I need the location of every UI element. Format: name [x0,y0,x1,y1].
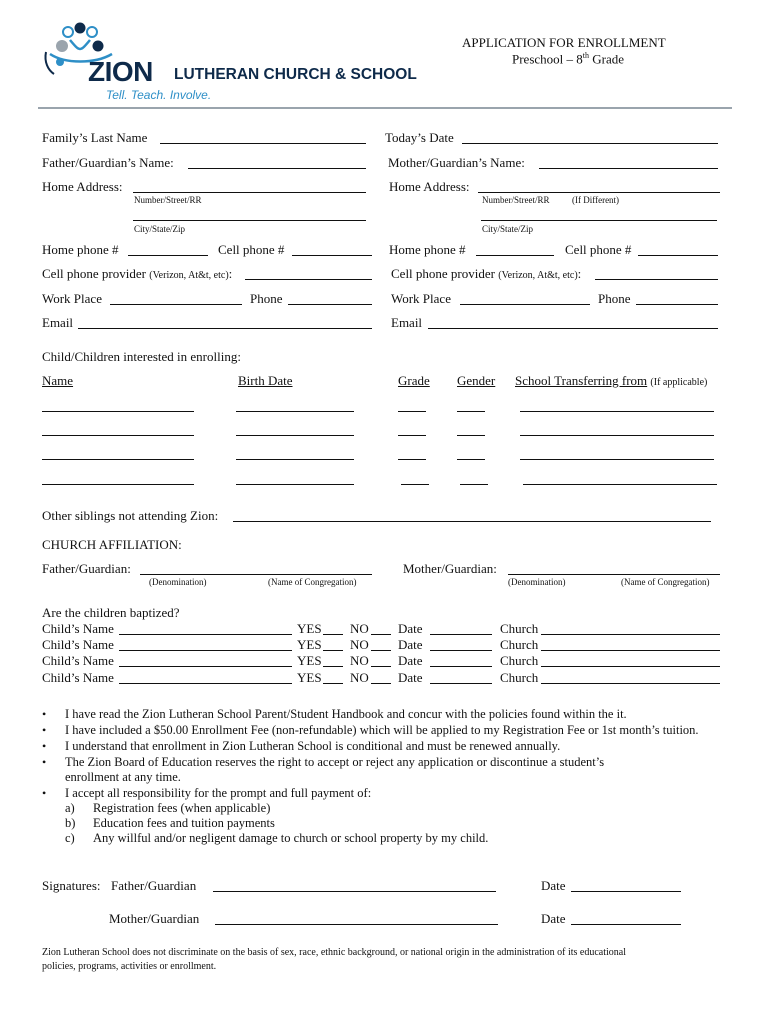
label-work-place-1: Work Place [42,291,102,306]
baptism-church-field[interactable] [541,666,720,667]
baptism-church-label: Church [500,670,539,685]
hint-city-state-zip-1: City/State/Zip [134,224,185,234]
col-school-hint: (If applicable) [650,377,708,388]
field-home-address-2[interactable] [478,192,720,193]
baptism-date-field[interactable] [430,666,492,667]
label-work-place-2: Work Place [391,291,451,306]
agreement-3: I understand that enrollment in Zion Lutheran School is conditional and must be renewed annually. [65,739,561,753]
field-todays-date[interactable] [462,143,718,144]
child-gender-field[interactable] [457,459,485,460]
baptism-church-field[interactable] [541,650,720,651]
bullet-3: • [42,739,47,753]
hint-denomination-2: (Denomination) [508,577,566,587]
child-birth-field[interactable] [236,459,354,460]
baptism-child-name-field[interactable] [119,683,292,684]
label-todays-date: Today’s Date [385,130,454,145]
baptism-yes-label: YES [297,670,322,685]
baptism-no-field[interactable] [371,666,391,667]
sub-letter-b: b) [65,816,76,830]
baptism-child-name-label: Child’s Name [42,653,114,668]
baptism-question: Are the children baptized? [42,605,180,620]
agreement-5: I accept all responsibility for the prompt and full payment of: [65,786,372,800]
child-school-field[interactable] [520,459,714,460]
field-city-state-zip-1[interactable] [133,220,366,221]
child-gender-field[interactable] [457,411,485,412]
field-sign-date-2[interactable] [571,924,681,925]
baptism-no-field[interactable] [371,634,391,635]
label-father-name: Father/Guardian’s Name: [42,155,174,170]
baptism-no-label: NO [350,670,369,685]
hint-denomination-1: (Denomination) [149,577,207,587]
baptism-date-field[interactable] [430,634,492,635]
child-grade-field[interactable] [401,484,429,485]
signatures-label: Signatures: [42,878,101,893]
label-home-phone-2: Home phone # [389,242,466,257]
label-cell-phone-1: Cell phone # [218,242,285,257]
bullet-5: • [42,786,47,800]
field-sign-father[interactable] [213,891,496,892]
col-grade: Grade [398,373,430,388]
agreement-1: I have read the Zion Lutheran School Parent/Student Handbook and concur with the policies found within the it. [65,707,627,721]
agreement-4-cont: enrollment at any time. [65,770,181,784]
col-name: Name [42,373,74,388]
label-sign-date-1: Date [541,878,566,893]
field-family-last-name[interactable] [160,143,366,144]
cell-provider-colon: : [577,266,582,281]
field-cell-phone-2[interactable] [638,255,718,256]
baptism-child-name-label: Child’s Name [42,637,114,652]
child-grade-field[interactable] [398,411,426,412]
field-email-1[interactable] [78,328,372,329]
baptism-no-label: NO [350,637,369,652]
subtitle-sup: th [582,51,590,60]
child-school-field[interactable] [520,435,714,436]
field-other-siblings[interactable] [233,521,711,522]
child-birth-field[interactable] [236,411,354,412]
baptism-church-field[interactable] [541,683,720,684]
baptism-church-label: Church [500,653,539,668]
logo-name: ZION [88,56,153,87]
baptism-yes-field[interactable] [323,650,343,651]
field-city-state-zip-2[interactable] [481,220,717,221]
child-grade-field[interactable] [398,459,426,460]
child-grade-field[interactable] [398,435,426,436]
field-cell-phone-1[interactable] [292,255,372,256]
hint-number-street-2: Number/Street/RR [482,195,550,205]
child-gender-field[interactable] [457,435,485,436]
children-intro: Child/Children interested in enrolling: [42,349,241,364]
baptism-yes-label: YES [297,637,322,652]
baptism-no-field[interactable] [371,650,391,651]
field-home-address-1[interactable] [133,192,366,193]
field-father-name[interactable] [188,168,366,169]
church-heading: CHURCH AFFILIATION: [42,537,182,552]
hint-congregation-2: (Name of Congregation) [621,577,710,587]
cell-provider-text: Cell phone provider [391,266,495,281]
cell-provider-hint: (Verizon, At&t, etc) [498,270,578,281]
baptism-date-label: Date [398,637,423,652]
cell-provider-text: Cell phone provider [42,266,146,281]
subtitle-prefix: Preschool – 8 [512,51,583,67]
baptism-child-name-label: Child’s Name [42,670,114,685]
baptism-date-label: Date [398,670,423,685]
sub-letter-c: c) [65,831,75,845]
child-name-field[interactable] [42,459,194,460]
label-family-last-name: Family’s Last Name [42,130,148,145]
label-other-siblings: Other siblings not attending Zion: [42,508,219,523]
form-subtitle [512,51,624,67]
field-church-father[interactable] [140,574,372,575]
footer-line-2: policies, programs, activities or enrollment. [42,961,217,972]
bullet-1: • [42,707,47,721]
label-church-mother: Mother/Guardian: [403,561,497,576]
label-sign-father: Father/Guardian [111,878,197,893]
label-cell-provider-2 [391,266,581,282]
label-home-address-2: Home Address: [389,179,470,194]
baptism-church-label: Church [500,637,539,652]
bullet-4: • [42,755,47,769]
footer-line-1: Zion Lutheran School does not discriminate on the basis of sex, race, ethnic background, or national origin in the administration of its educational [42,947,627,958]
sub-letter-a: a) [65,801,75,815]
label-email-1: Email [42,315,74,330]
hint-number-street-1: Number/Street/RR [134,195,202,205]
label-phone-2: Phone [598,291,631,306]
label-cell-provider-1 [42,266,232,282]
baptism-child-name-field[interactable] [119,666,292,667]
label-cell-phone-2: Cell phone # [565,242,632,257]
child-school-field[interactable] [520,411,714,412]
baptism-date-label: Date [398,653,423,668]
baptism-child-name-field[interactable] [119,650,292,651]
baptism-no-field[interactable] [371,683,391,684]
col-school-label: School Transferring from [515,373,648,388]
baptism-child-name-label: Child’s Name [42,621,114,636]
baptism-date-field[interactable] [430,650,492,651]
logo-subtitle: LUTHERAN CHURCH & SCHOOL [174,66,417,83]
baptism-no-label: NO [350,653,369,668]
sub-item-a: Registration fees (when applicable) [93,801,271,815]
field-mother-name[interactable] [539,168,718,169]
baptism-church-field[interactable] [541,634,720,635]
baptism-date-label: Date [398,621,423,636]
baptism-no-label: NO [350,621,369,636]
field-cell-provider-1[interactable] [245,279,372,280]
child-name-field[interactable] [42,484,194,485]
child-gender-field[interactable] [460,484,488,485]
field-sign-mother[interactable] [215,924,498,925]
baptism-date-field[interactable] [430,683,492,684]
col-birth-date: Birth Date [238,373,293,388]
label-email-2: Email [391,315,423,330]
field-email-2[interactable] [428,328,718,329]
field-church-mother[interactable] [508,574,720,575]
field-home-phone-1[interactable] [128,255,208,256]
hint-if-different: (If Different) [572,195,620,205]
cell-provider-colon: : [228,266,233,281]
logo-tagline: Tell. Teach. Involve. [106,88,212,102]
label-sign-mother: Mother/Guardian [109,911,200,926]
field-work-place-1[interactable] [110,304,242,305]
hint-city-state-zip-2: City/State/Zip [482,224,533,234]
label-home-address-1: Home Address: [42,179,123,194]
field-home-phone-2[interactable] [476,255,554,256]
hint-congregation-1: (Name of Congregation) [268,577,357,587]
agreement-4: The Zion Board of Education reserves the right to accept or reject any application or discontinue a student’s [65,755,605,769]
header-divider [38,107,732,109]
child-birth-field[interactable] [236,435,354,436]
field-phone-2[interactable] [636,304,718,305]
cell-provider-hint: (Verizon, At&t, etc) [149,270,229,281]
baptism-church-label: Church [500,621,539,636]
col-gender: Gender [457,373,496,388]
col-school [515,373,707,389]
field-cell-provider-2[interactable] [595,279,718,280]
child-name-field[interactable] [42,435,194,436]
baptism-yes-label: YES [297,621,322,636]
field-phone-1[interactable] [288,304,372,305]
baptism-yes-field[interactable] [323,666,343,667]
baptism-child-name-field[interactable] [119,634,292,635]
label-home-phone-1: Home phone # [42,242,119,257]
form-title: APPLICATION FOR ENROLLMENT [462,35,666,50]
field-sign-date-1[interactable] [571,891,681,892]
bullet-2: • [42,723,47,737]
child-birth-field[interactable] [236,484,354,485]
agreement-2: I have included a $50.00 Enrollment Fee (non-refundable) which will be applied to my Registration Fee or 1st month’s tuition. [65,723,699,737]
label-mother-name: Mother/Guardian’s Name: [388,155,525,170]
sub-item-c: Any willful and/or negligent damage to church or school property by my child. [93,831,489,845]
baptism-yes-field[interactable] [323,634,343,635]
baptism-yes-label: YES [297,653,322,668]
field-work-place-2[interactable] [460,304,590,305]
label-sign-date-2: Date [541,911,566,926]
label-phone-1: Phone [250,291,283,306]
label-church-father: Father/Guardian: [42,561,131,576]
subtitle-suffix: Grade [589,51,625,67]
sub-item-b: Education fees and tuition payments [93,816,275,830]
baptism-yes-field[interactable] [323,683,343,684]
child-name-field[interactable] [42,411,194,412]
logo [38,18,428,108]
child-school-field[interactable] [523,484,717,485]
